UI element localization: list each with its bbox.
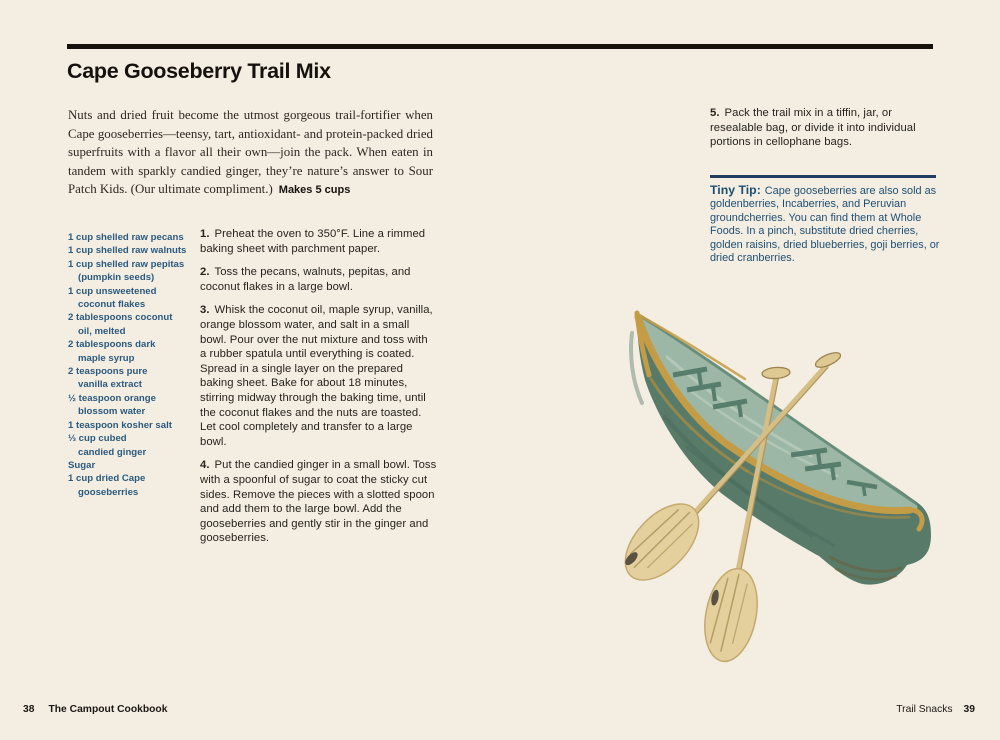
header-rule [67,44,933,49]
ingredient-line: oil, melted [78,325,126,337]
footer-book-title: The Campout Cookbook [48,704,168,715]
step-text: Pack the trail mix in a tiffin, jar, or resealable bag, or divide it into individual portions in cellophane bags. [710,107,916,149]
ingredient-line: vanilla extract [78,379,142,391]
ingredient-line: 1 cup shelled raw pepitas [68,258,185,270]
footer-left [23,704,167,715]
ingredient-line: 1 cup shelled raw walnuts [68,245,187,257]
ingredient-line: 1 cup unsweetened [68,285,157,297]
tiny-tip-text: Cape gooseberries are also sold as goldenberries, Incaberries, and Peruvian groundcherries. You can find them at Whole Foods. In a pinch, substitute dried cherries, golden raisins, dried blueberries, goji berries, or dried cranberries. [710,185,940,265]
step-number: 3. [200,304,210,317]
yield-label: Makes 5 cups [278,184,351,196]
footer-right [896,704,975,715]
canoe-illustration [595,295,995,675]
ingredient-line: 2 teaspoons pure [68,366,148,378]
intro-text: Nuts and dried fruit become the utmost gorgeous trail-fortifier when Cape gooseberries—teensy, tart, antioxidant- and protein-packed dried superfruits with a flavor all their own—join the pack. When eaten in tandem with sparkly candied ginger, they’re nature’s answer to Sour Patch Kids. (Our ultimate compliment.) [68,108,433,196]
step [200,303,437,449]
ingredient-line: (pumpkin seeds) [78,272,155,284]
ingredient-line: 1 cup shelled raw pecans [68,232,184,243]
ingredient-line: coconut flakes [78,299,146,311]
step-text: Toss the pecans, walnuts, pepitas, and coconut flakes in a large bowl. [200,266,411,293]
tip-divider [710,175,936,178]
footer-page-number-left: 38 [23,704,35,715]
step [200,265,437,294]
tiny-tip [710,184,942,265]
ingredient-line: blossom water [78,406,146,418]
step [200,227,437,256]
ingredient-line: 2 tablespoons coconut [68,312,173,324]
step-number: 2. [200,266,210,279]
step-number: 4. [200,459,210,472]
footer-section-title: Trail Snacks [896,704,953,715]
ingredient-line: 2 tablespoons dark [68,339,156,351]
step-text: Put the candied ginger in a small bowl. Toss with a spoonful of sugar to coat the sticky cut sides. Remove the pieces with a slotted spoon and add them to the large bowl. Add the gooseberries and gently stir in the ginger and gooseberries. [200,459,437,545]
ingredient-line: ⅓ cup cubed [68,433,127,445]
page-title: Cape Gooseberry Trail Mix [67,59,331,83]
ingredient-line: gooseberries [78,486,139,498]
footer-page-number-right: 39 [963,704,975,715]
paddle-grip [762,367,791,380]
step [200,458,437,546]
ingredient-line: maple syrup [78,352,135,364]
ingredient-line: candied ginger [78,446,147,458]
step-5 [710,106,942,150]
ingredient-line: ½ teaspoon orange [68,392,156,404]
step-number: 1. [200,228,210,240]
ingredient-line: Sugar [68,459,96,471]
ingredient-line: 1 teaspoon kosher salt [68,419,172,431]
step-number: 5. [710,107,720,119]
method-steps [200,227,437,555]
tiny-tip-label: Tiny Tip: [710,183,761,197]
intro-paragraph [68,106,433,200]
ingredient-line: 1 cup dried Cape [68,473,146,485]
step-text: Whisk the coconut oil, maple syrup, vanilla, orange blossom water, and salt in a small bowl. Pour over the nut mixture and toss with a rubber spatula until everything is coated. Spread in a single layer on the prepared baking sheet. Bake for about 18 minutes, stirring midway through the baking time, until the coconut flakes and the nuts are toasted. Let cool completely and transfer to a large bowl. [200,304,433,448]
ingredients-list [68,231,208,499]
step-text: Preheat the oven to 350°F. Line a rimmed baking sheet with parchment paper. [200,228,426,255]
